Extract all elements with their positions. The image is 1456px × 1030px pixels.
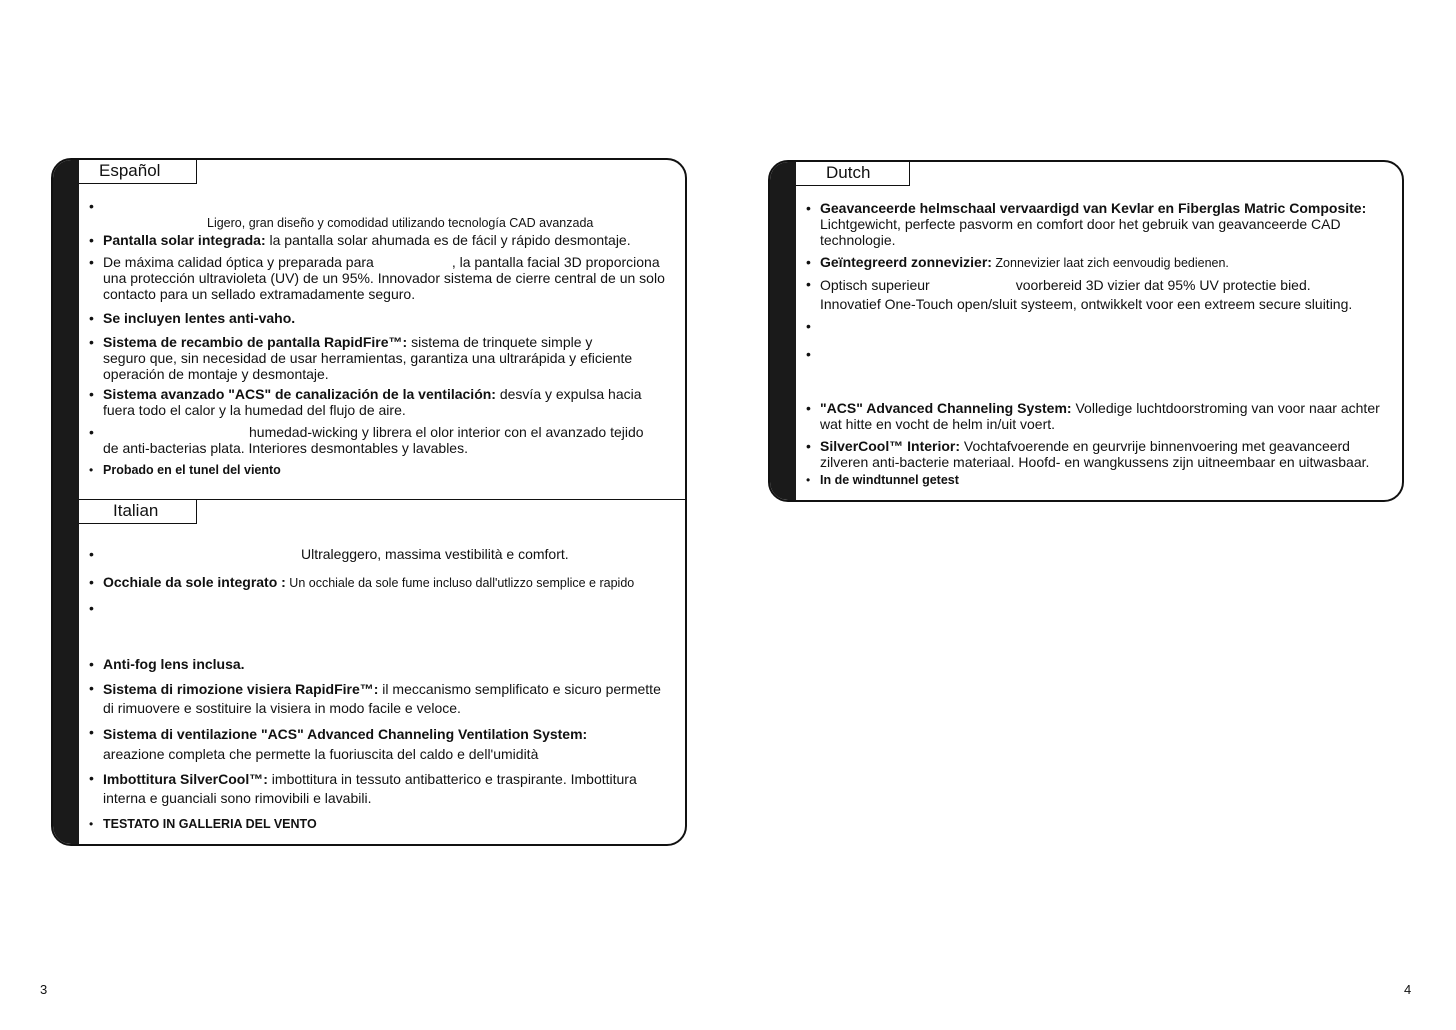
left-panel-spine bbox=[53, 160, 79, 844]
spanish-item-4: • Se incluyen lentes anti-vaho. bbox=[89, 310, 296, 326]
right-panel-spine bbox=[770, 162, 796, 500]
italian-item-8: • TESTATO IN GALLERIA DEL VENTO bbox=[89, 817, 317, 831]
dutch-label: Dutch bbox=[796, 162, 910, 186]
spanish-item-6: • Sistema avanzado "ACS" de canalización de la ventilación: desvía y expulsa hacia fuera todo el calor y la humedad del flujo de aire. bbox=[89, 386, 642, 418]
italian-item-5: • Sistema di rimozione visiera RapidFire™: il meccanismo semplificato e sicuro permette di rimuovere e sostituire la visiera in modo facile e veloce. bbox=[89, 680, 661, 716]
dutch-section: Dutch • Geavanceerde helmschaal vervaardigd van Kevlar en Fiberglas Matric Composite: Lichtgewicht, perfecte pasvorm en comfort door het gebruik van geavanceerde CAD technologie. • Geïntegreerd zonnevizier: Zonnevizier laat zich eenvoudig bedienen. • Optisch superieur voorbereid 3D vizier dat 95% UV protectie bied. Innovatief One-Touch open/sluit systeem, ontwikkelt voor een extreem secure sluiting. • • • "ACS" Advanced Channeling System: Volledige luchtdoorstroming van voor naar achter wat hitte en vocht de helm in/uit voert. • SilverCool™ Interior: Vochtafvoerende en geurvrije binnenvoering met geavanceerd zilveren anti-bacterie materiaal. Hoofd- en wangkussens zijn uitneembaar en uitwasbaar. • In de windtunnel getest bbox=[796, 162, 1402, 502]
left-panel bbox=[51, 158, 687, 846]
italian-item-1: • Ultraleggero, massima vestibilità e comfort. bbox=[89, 546, 569, 562]
spanish-item-3: • De máxima calidad óptica y preparada para , la pantalla facial 3D proporciona una protección ultravioleta (UV) de un 95%. Innovador sistema de cierre central de un solo contacto para un sellado extramadamente seguro. bbox=[89, 254, 665, 302]
spanish-label: Español bbox=[79, 160, 197, 184]
spanish-item-7: • humedad-wicking y librera el olor interior con el avanzado tejido de anti-bacterias plata. Interiores desmontables y lavables. bbox=[89, 424, 644, 456]
dutch-item-8: • In de windtunnel getest bbox=[806, 473, 959, 487]
spanish-item-8: • Probado en el tunel del viento bbox=[89, 463, 281, 477]
dutch-item-2: • Geïntegreerd zonnevizier: Zonnevizier laat zich eenvoudig bedienen. bbox=[806, 254, 1229, 270]
right-panel bbox=[768, 160, 1404, 502]
italian-label: Italian bbox=[79, 500, 197, 524]
italian-item-6: • Sistema di ventilazione "ACS" Advanced Channeling Ventilation System: areazione completa che permette la fuoriuscita del caldo e dell'umidità bbox=[89, 724, 588, 762]
spanish-section bbox=[79, 160, 685, 500]
spanish-item-5: • Sistema de recambio de pantalla RapidFire™: sistema de trinquete simple y seguro que, sin necesidad de usar herramientas, garantiza una ultrarápida y eficiente operación de montaje y desmontaje. bbox=[89, 334, 633, 382]
italian-item-7: • Imbottitura SilverCool™: imbottitura in tessuto antibatterico e traspirante. Imbottitura interna e guanciali sono rimovibili e lavabili. bbox=[89, 770, 637, 806]
dutch-item-1: • Geavanceerde helmschaal vervaardigd van Kevlar en Fiberglas Matric Composite: Lichtgewicht, perfecte pasvorm en comfort door het gebruik van geavanceerde CAD technologie. bbox=[806, 200, 1367, 248]
italian-item-2: • Occhiale da sole integrato : Un occhiale da sole fume incluso dall'utlizzo semplice e rapido bbox=[89, 574, 635, 590]
dutch-item-3: • Optisch superieur voorbereid 3D vizier dat 95% UV protectie bied. Innovatief One-Touch open/sluit systeem, ontwikkelt voor een extreem secure sluiting. bbox=[806, 276, 1353, 312]
spanish-item-2: • Pantalla solar integrada: la pantalla solar ahumada es de fácil y rápido desmontaje. bbox=[89, 232, 631, 248]
italian-item-4: • Anti-fog lens inclusa. bbox=[89, 656, 245, 672]
page-number-left: 3 bbox=[40, 982, 48, 997]
page-number-right: 4 bbox=[1404, 982, 1412, 997]
spanish-item-1: • Ligero, gran diseño y comodidad utilizando tecnología CAD avanzada bbox=[89, 198, 594, 230]
dutch-item-6: • "ACS" Advanced Channeling System: Volledige luchtdoorstroming van voor naar achter wat hitte en vocht de helm in/uit voert. bbox=[806, 400, 1380, 432]
italian-section: Italian • Ultraleggero, massima vestibilità e comfort. • Occhiale da sole integrato : Un occhiale da sole fume incluso dall'utlizzo semplice e rapido • • Anti-fog lens inclusa. • Sistema di rimozione visiera RapidFire™: il meccanismo semplificato e sicuro permette di rimuovere e sostituire la visiera in modo facile e veloce. • Sistema di ventilazione "ACS" Advanced Channeling Ventilation System: areazione completa che permette la fuoriuscita del caldo e dell'umidità • Imbottitura SilverCool™: imbottitura in tessuto antibatterico e traspirante. Imbottitura interna e guanciali sono rimovibili e lavabili. • TESTATO IN GALLERIA DEL VENTO bbox=[79, 500, 685, 846]
dutch-item-7: • SilverCool™ Interior: Vochtafvoerende en geurvrije binnenvoering met geavanceerd zilveren anti-bacterie materiaal. Hoofd- en wangkussens zijn uitneembaar en uitwasbaar. bbox=[806, 438, 1370, 470]
